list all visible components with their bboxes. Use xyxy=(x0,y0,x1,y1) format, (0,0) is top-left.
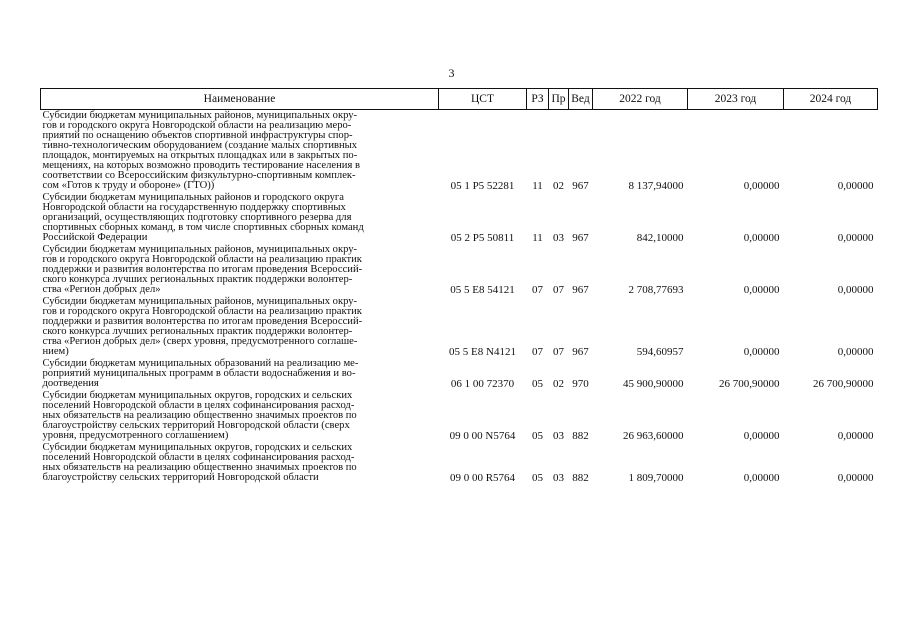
column-header-name: Наименование xyxy=(41,89,439,110)
row-name-line: нием) xyxy=(42,346,69,357)
row-name-line: приятий по оснащению объектов спортивной инфраструктуры спор- xyxy=(42,130,353,141)
row-name-line: поддержки и развития волонтерства по итогам проведения Всероссий- xyxy=(42,264,363,275)
row-name-line: мещениях, на которых возможно проводить тестирование населения в xyxy=(42,160,360,171)
pr-cell: 07 xyxy=(553,284,564,296)
pr-cell: 03 xyxy=(553,232,564,244)
table-row xyxy=(41,390,878,442)
row-name-cell xyxy=(41,358,439,390)
ved-cell: 967 xyxy=(572,232,589,244)
pr-cell: 03 xyxy=(553,472,564,484)
row-name-line: спортивных сборных команд, в том числе спортивных сборных команд xyxy=(42,222,364,233)
rz-cell: 05 xyxy=(532,378,543,390)
row-name-line: ных обязательств на реализацию общественно значимых проектов по xyxy=(42,410,357,421)
amount-2024-cell: 0,00000 xyxy=(837,180,874,192)
ved-cell: 967 xyxy=(572,284,589,296)
amount-2022-cell: 594,60957 xyxy=(636,346,684,358)
amount-2023-cell: 26 700,90000 xyxy=(719,378,780,390)
table-header-row xyxy=(41,89,878,110)
row-name-line: гов и городского округа Новгородской области на реализацию практик xyxy=(42,254,362,265)
row-name-line: гов и городского округа Новгородской области на реализацию меро- xyxy=(42,120,352,131)
row-name-line: Субсидии бюджетам муниципальных округов, городских и сельских xyxy=(42,390,353,401)
cst-cell: 05 1 P5 52281 xyxy=(450,180,515,192)
row-name-line: организаций, осуществляющих подготовку спортивного резерва для xyxy=(42,212,352,223)
row-name-line: Субсидии бюджетам муниципальных районов и городского округа xyxy=(42,192,344,203)
row-name-line: соответствии со Всероссийским физкультурно-спортивным комплек- xyxy=(42,170,356,181)
rz-cell: 07 xyxy=(532,346,543,358)
amount-2023-cell: 0,00000 xyxy=(743,472,780,484)
pr-cell: 02 xyxy=(553,378,564,390)
amount-2024-cell: 0,00000 xyxy=(837,284,874,296)
row-name-line: благоустройству сельских территорий Новгородской области xyxy=(42,472,319,483)
amount-2022-cell: 1 809,70000 xyxy=(628,472,684,484)
row-name-cell xyxy=(41,244,439,296)
amount-2024-cell: 26 700,90000 xyxy=(813,378,874,390)
table-row xyxy=(41,244,878,296)
table-row xyxy=(41,358,878,390)
cst-cell: 09 0 00 N5764 xyxy=(449,430,516,442)
cst-cell: 05 2 P5 50811 xyxy=(450,232,515,244)
pr-cell: 03 xyxy=(553,430,564,442)
cst-cell: 05 5 E8 N4121 xyxy=(449,346,516,358)
amount-2022-cell: 26 963,60000 xyxy=(623,430,684,442)
row-name-line: Субсидии бюджетам муниципальных образований на реализацию ме- xyxy=(42,358,359,369)
page-number: 3 xyxy=(448,66,455,80)
amount-2022-cell: 842,10000 xyxy=(636,232,684,244)
row-name-line: Новгородской области на государственную поддержку спортивных xyxy=(42,202,346,213)
table-row xyxy=(41,442,878,484)
amount-2024-cell: 0,00000 xyxy=(837,232,874,244)
cst-cell: 05 5 E8 54121 xyxy=(450,284,515,296)
row-name-cell xyxy=(41,390,439,442)
row-name-line: ского конкурса лучших региональных практик поддержки волонтер- xyxy=(42,274,353,285)
rz-cell: 11 xyxy=(532,180,543,192)
row-name-line: ства «Регион добрых дел» xyxy=(42,284,161,295)
row-name-line: ных обязательств на реализацию общественно значимых проектов по xyxy=(42,462,357,473)
rz-cell: 11 xyxy=(532,232,543,244)
column-header-ved: Вед xyxy=(569,89,593,110)
row-name-line: поселений Новгородской области в целях софинансирования расход- xyxy=(42,400,355,411)
amount-2023-cell: 0,00000 xyxy=(743,430,780,442)
row-name-cell xyxy=(41,110,439,193)
ved-cell: 882 xyxy=(572,430,589,442)
table-body xyxy=(41,110,878,485)
table-row xyxy=(41,296,878,358)
row-name-line: роприятий муниципальных программ в области водоснабжения и во- xyxy=(42,368,356,379)
amount-2023-cell: 0,00000 xyxy=(743,346,780,358)
table-row xyxy=(41,192,878,244)
row-name-line: ства «Регион добрых дел» (сверх уровня, предусмотренного соглаше- xyxy=(42,336,358,347)
column-header-2023: 2023 год xyxy=(688,89,784,110)
rz-cell: 05 xyxy=(532,472,543,484)
amount-2022-cell: 8 137,94000 xyxy=(628,180,684,192)
row-name-line: Субсидии бюджетам муниципальных районов, муниципальных окру- xyxy=(42,110,358,121)
ved-cell: 967 xyxy=(572,346,589,358)
row-name-line: площадок, монтируемых на открытых площадках или в закрытых по- xyxy=(42,150,358,161)
column-header-2024: 2024 год xyxy=(784,89,878,110)
amount-2022-cell: 45 900,90000 xyxy=(623,378,684,390)
pr-cell: 07 xyxy=(553,346,564,358)
column-header-rz: РЗ xyxy=(527,89,549,110)
budget-table xyxy=(40,88,878,484)
row-name-line: благоустройству сельских территорий Новгородской области (сверх xyxy=(42,420,350,431)
ved-cell: 967 xyxy=(572,180,589,192)
row-name-line: поселений Новгородской области в целях софинансирования расход- xyxy=(42,452,355,463)
row-name-line: Российской Федерации xyxy=(42,232,148,243)
row-name-cell xyxy=(41,442,439,484)
row-name-line: поддержки и развития волонтерства по итогам проведения Всероссий- xyxy=(42,316,363,327)
amount-2024-cell: 0,00000 xyxy=(837,346,874,358)
row-name-line: ского конкурса лучших региональных практик поддержки волонтер- xyxy=(42,326,353,337)
row-name-line: уровня, предусмотренного соглашением) xyxy=(42,430,229,441)
row-name-line: Субсидии бюджетам муниципальных районов, муниципальных окру- xyxy=(42,244,358,255)
amount-2023-cell: 0,00000 xyxy=(743,232,780,244)
column-header-cst: ЦСТ xyxy=(439,89,527,110)
rz-cell: 05 xyxy=(532,430,543,442)
row-name-line: сом «Готов к труду и обороне» (ГТО)) xyxy=(42,180,215,191)
ved-cell: 970 xyxy=(572,378,589,390)
cst-cell: 06 1 00 72370 xyxy=(450,378,515,390)
rz-cell: 07 xyxy=(532,284,543,296)
amount-2023-cell: 0,00000 xyxy=(743,284,780,296)
row-name-cell xyxy=(41,296,439,358)
amount-2023-cell: 0,00000 xyxy=(743,180,780,192)
amount-2024-cell: 0,00000 xyxy=(837,430,874,442)
amount-2024-cell: 0,00000 xyxy=(837,472,874,484)
pr-cell: 02 xyxy=(553,180,564,192)
column-header-pr: Пр xyxy=(549,89,569,110)
amount-2022-cell: 2 708,77693 xyxy=(628,284,684,296)
ved-cell: 882 xyxy=(572,472,589,484)
row-name-line: доотведения xyxy=(42,378,99,389)
row-name-line: тивно-технологическим оборудованием (создание малых спортивных xyxy=(42,140,358,151)
row-name-line: Субсидии бюджетам муниципальных округов, городских и сельских xyxy=(42,442,353,453)
cst-cell: 09 0 00 R5764 xyxy=(449,472,516,484)
table-row xyxy=(41,110,878,193)
row-name-cell xyxy=(41,192,439,244)
row-name-line: Субсидии бюджетам муниципальных районов, муниципальных окру- xyxy=(42,296,358,307)
column-header-2022: 2022 год xyxy=(593,89,688,110)
row-name-line: гов и городского округа Новгородской области на реализацию практик xyxy=(42,306,362,317)
